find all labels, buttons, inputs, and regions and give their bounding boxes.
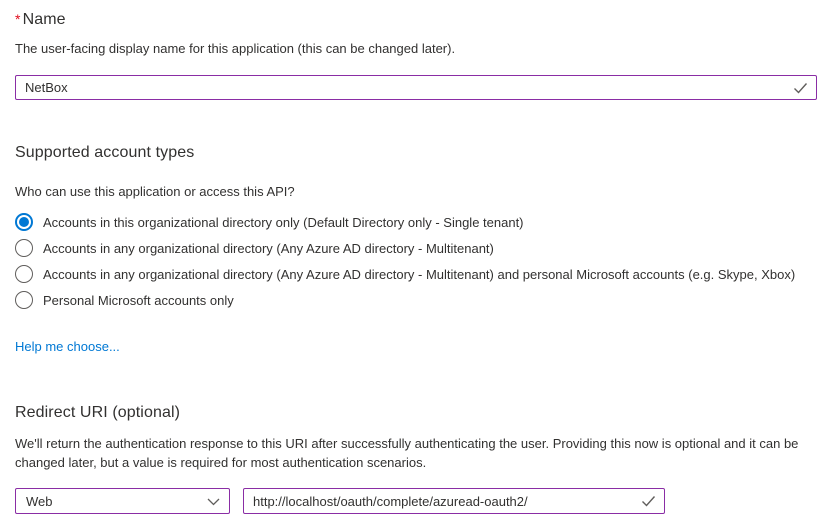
required-asterisk: * [15,11,21,27]
radio-button-icon[interactable] [15,265,33,283]
name-description: The user-facing display name for this application (this can be changed later). [15,41,456,56]
redirect-uri-description: We'll return the authentication response to this URI after successfully authenticating the user. Providing this now is optional and it can be changed later, but a value is required for most authentication scenarios. [15,436,799,470]
radio-option-multitenant-personal[interactable] [15,261,815,287]
platform-select[interactable] [15,488,230,514]
name-input[interactable] [16,80,793,95]
radio-option-single-tenant[interactable] [15,209,815,235]
redirect-uri-input[interactable] [244,494,641,509]
name-section-title-text: Name [22,11,66,28]
radio-option-label: Accounts in this organizational directory only (Default Directory only - Single tenant) [43,214,524,230]
radio-option-label: Accounts in any organizational directory (Any Azure AD directory - Multitenant) [43,240,494,256]
redirect-uri-row [15,488,815,514]
account-types-radio-group [15,209,815,313]
radio-option-label: Accounts in any organizational directory (Any Azure AD directory - Multitenant) and personal Microsoft accounts (e.g. Skype, Xbox) [43,266,796,282]
help-me-choose-link[interactable]: Help me choose... [15,339,120,354]
name-section [15,11,815,100]
radio-button-icon[interactable] [15,291,33,309]
account-types-title: Supported account types [15,144,195,161]
name-section-title [15,11,815,29]
redirect-uri-section [15,404,815,514]
account-types-question: Who can use this application or access this API? [15,184,295,199]
checkmark-icon [793,82,808,94]
name-input-field [15,75,817,100]
redirect-uri-title: Redirect URI (optional) [15,404,181,421]
radio-option-multitenant[interactable] [15,235,815,261]
account-types-section [15,144,815,356]
chevron-down-icon [207,494,220,509]
checkmark-icon [641,495,656,507]
radio-option-label: Personal Microsoft accounts only [43,292,234,308]
radio-option-personal-only[interactable] [15,287,815,313]
redirect-uri-field [243,488,665,514]
radio-button-icon[interactable] [15,239,33,257]
platform-select-value: Web [26,493,53,509]
radio-button-icon[interactable] [15,213,33,231]
